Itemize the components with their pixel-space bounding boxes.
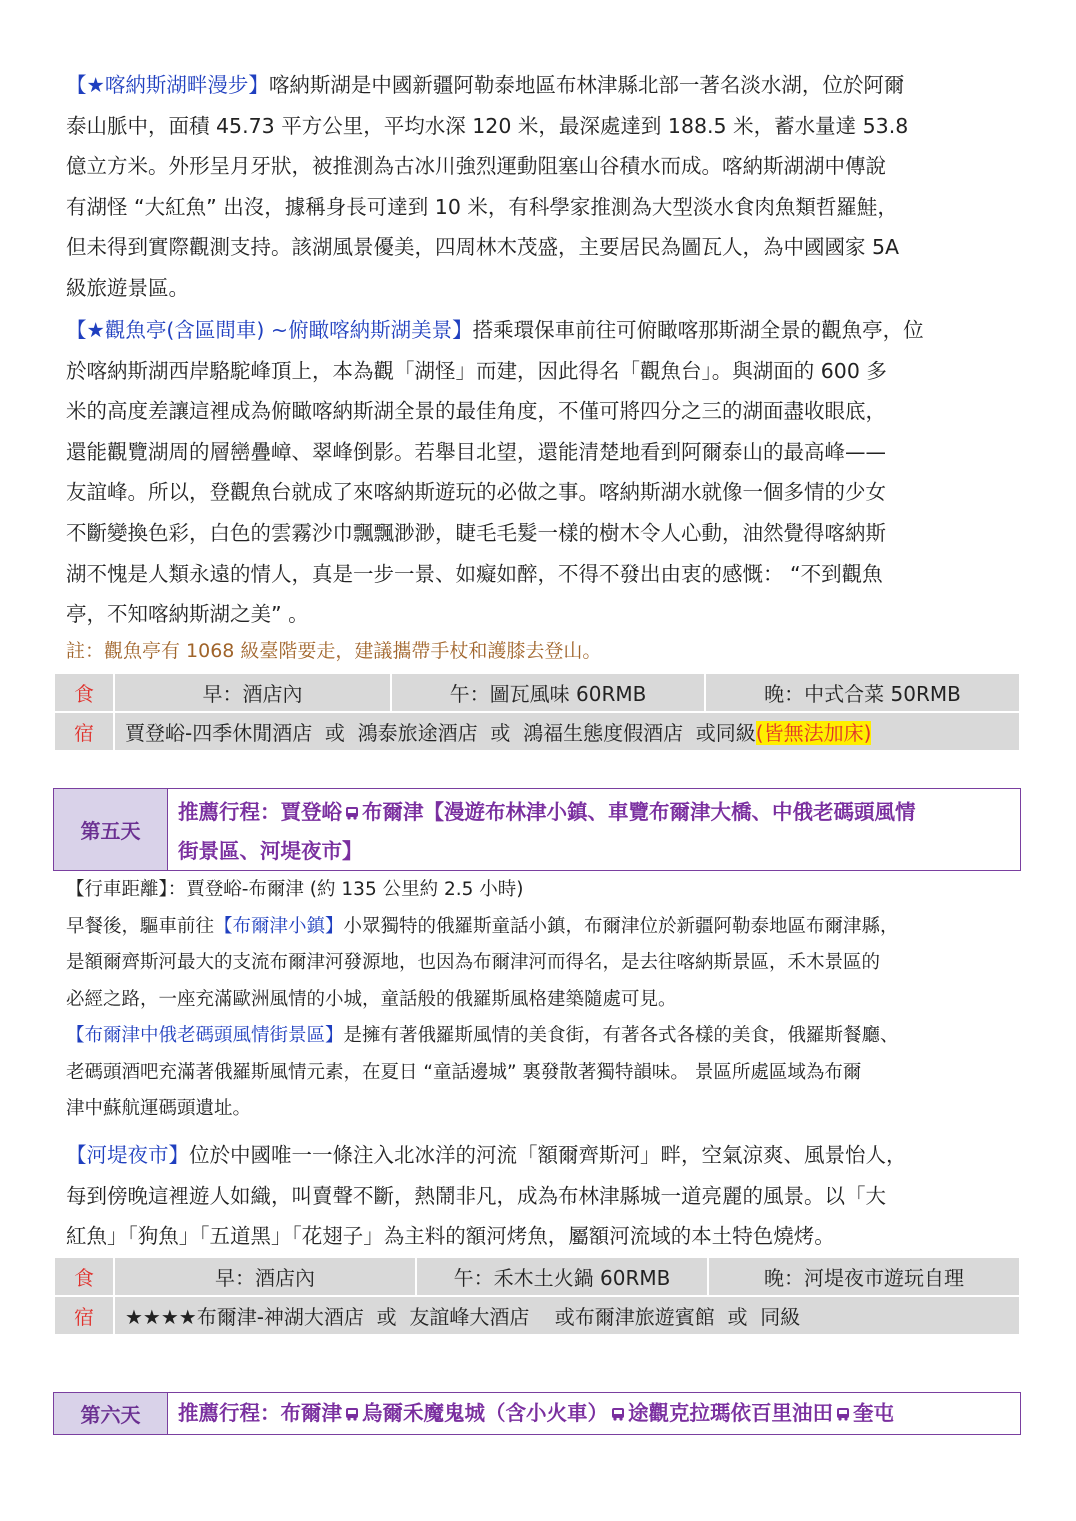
text-line: 搭乘環保車前往可俯瞰喀那斯湖全景的觀魚亭，位 — [472, 318, 924, 342]
night-market-title: 【河堤夜市】 — [66, 1143, 189, 1167]
title-part: 街景區、河堤夜市】 — [178, 839, 363, 863]
text-line: 每到傍晚這裡遊人如織，叫賣聲不斷，熱鬧非凡，成為布林津縣城一道亮麗的風景。以「大 — [66, 1183, 886, 1208]
day4-meal-table — [53, 672, 1021, 752]
day5-meal-table — [53, 1256, 1021, 1336]
text-line: 級旅遊景區。 — [66, 275, 189, 300]
stay-row — [54, 1296, 1020, 1335]
no-extra-bed-highlight: (皆無法加床) — [755, 721, 872, 745]
stay-row — [54, 712, 1020, 751]
breakfast-cell: 早：酒店內 — [114, 1257, 416, 1296]
meal-label: 食 — [54, 673, 114, 712]
bus-icon — [611, 1407, 625, 1421]
meal-row — [54, 673, 1020, 712]
text-line: 位於中國唯一一條注入北冰洋的河流「額爾齊斯河」畔，空氣涼爽、風景怡人， — [189, 1143, 907, 1167]
title-part: 奎屯 — [853, 1401, 894, 1425]
text-line: 必經之路，一座充滿歐洲風情的小城，童話般的俄羅斯風格建築隨處可見。 — [66, 988, 677, 1010]
lunch-cell: 午：圖瓦風味 60RMB — [391, 673, 705, 712]
text-line: 亭，不知喀納斯湖之美” 。 — [66, 602, 309, 627]
dinner-cell: 晚：中式合菜 50RMB — [705, 673, 1020, 712]
hotel-text: 賈登峪-四季休閒酒店 或 鴻泰旅途酒店 或 鴻福生態度假酒店 或同級 — [125, 721, 756, 745]
text-line: 米的高度差讓這裡成為俯瞰喀納斯湖全景的最佳角度，不僅可將四分之三的湖面盡收眼底， — [66, 399, 886, 424]
breakfast-cell: 早：酒店內 — [114, 673, 391, 712]
text-line: 不斷變換色彩，白色的雲霧沙巾飄飄渺渺，睫毛毛髮一樣的樹木令人心動，油然覺得喀納斯 — [66, 520, 886, 545]
text-line: 是額爾齊斯河最大的支流布爾津河發源地，也因為布爾津河而得名，是去往喀納斯景區，禾木景區的 — [66, 952, 881, 973]
text-line: 津中蘇航運碼頭遺址。 — [66, 1098, 252, 1119]
stay-label: 宿 — [54, 712, 114, 751]
text-line: 億立方米。外形呈月牙狀，被推測為古冰川強烈運動阻塞山谷積水而成。喀納斯湖湖中傳說 — [66, 154, 886, 179]
text-line: 友誼峰。所以，登觀魚台就成了來喀納斯遊玩的必做之事。喀納斯湖水就像一個多情的少女 — [66, 480, 886, 505]
wharf-street-title: 【布爾津中俄老碼頭風情街景區】 — [66, 1025, 344, 1046]
night-market-paragraph — [66, 1135, 1012, 1257]
text-line: 於喀納斯湖西岸駱駝峰頂上，本為觀「湖怪」而建，因此得名「觀魚台」。與湖面的 600 多 — [66, 358, 887, 383]
day6-header — [53, 1392, 1021, 1435]
title-part: 布爾津【漫遊布林津小鎮、車覽布爾津大橋、中俄老碼頭風情 — [362, 800, 916, 824]
title-part: 烏爾禾魔鬼城（含小火車） — [362, 1401, 608, 1425]
lake-paragraph — [66, 65, 1012, 309]
distance-line: 【行車距離】：賈登峪-布爾津 (約 135 公里約 2.5 小時) — [66, 879, 524, 900]
text-line: 但未得到實際觀測支持。該湖風景優美，四周林木茂盛，主要居民為圖瓦人，為中國國家 5A — [66, 235, 900, 260]
title-part: 推薦行程：布爾津 — [178, 1401, 342, 1425]
day-title — [168, 1393, 1020, 1434]
title-part: 推薦行程：賈登峪 — [178, 800, 342, 824]
day-title — [168, 789, 1020, 870]
text-line: 泰山脈中，面積 45.73 平方公里，平均水深 120 米，最深處達到 188.5 米，蓄水量達 53.8 — [66, 113, 909, 138]
text-line: 小眾獨特的俄羅斯童話小鎮，布爾津位於新疆阿勒泰地區布爾津縣， — [343, 915, 899, 937]
bus-icon — [345, 806, 359, 820]
bus-icon — [836, 1407, 850, 1421]
text-line: 紅魚」「狗魚」「五道黑」「花翅子」為主料的額河烤魚，屬額河流域的本土特色燒烤。 — [66, 1224, 835, 1249]
lake-title: 【★喀納斯湖畔漫步】 — [66, 73, 269, 97]
text-line: 喀納斯湖是中國新疆阿勒泰地區布林津縣北部一著名淡水湖，位於阿爾 — [268, 73, 905, 97]
pavilion-title: 【★觀魚亭(含區間車) ~俯瞰喀納斯湖美景】 — [66, 318, 473, 342]
dinner-cell: 晚：河堤夜市遊玩自理 — [708, 1257, 1020, 1296]
text-line: 老碼頭酒吧充滿著俄羅斯風情元素，在夏日 “童話邊城” 裏發散著獨特韻味。 景區所處區域為布爾 — [66, 1061, 862, 1083]
lunch-cell: 午：禾木土火鍋 60RMB — [416, 1257, 708, 1296]
day5-header — [53, 788, 1021, 871]
stay-cell — [114, 1296, 1020, 1335]
bus-icon — [345, 1407, 359, 1421]
day-label: 第五天 — [54, 789, 168, 870]
title-part: 途觀克拉瑪依百里油田 — [628, 1401, 833, 1425]
day-label: 第六天 — [54, 1393, 168, 1434]
meal-row — [54, 1257, 1020, 1296]
hotel-text: ★★★★布爾津-神湖大酒店 或 友誼峰大酒店 或布爾津旅遊賓館 或 同級 — [125, 1305, 801, 1329]
burqin-town-title: 【布爾津小鎮】 — [214, 915, 344, 937]
text-line: 湖不愧是人類永遠的情人，真是一步一景、如癡如醉，不得不發出由衷的感慨： “不到觀魚 — [66, 561, 883, 586]
text-line: 還能觀覽湖周的層巒疊嶂、翠峰倒影。若舉目北望，還能清楚地看到阿爾泰山的最高峰—— — [66, 439, 886, 464]
text-line: 是擁有著俄羅斯風情的美食街，有著各式各樣的美食，俄羅斯餐廳、 — [343, 1025, 899, 1046]
text-line: 早餐後，驅車前往 — [66, 915, 215, 937]
meal-label: 食 — [54, 1257, 114, 1296]
text-line: 有湖怪 “大紅魚” 出沒，據稱身長可達到 10 米，有科學家推測為大型淡水食肉魚類哲羅鮭， — [66, 194, 898, 219]
pavilion-paragraph — [66, 310, 1012, 635]
stay-cell — [114, 712, 1020, 751]
stay-label: 宿 — [54, 1296, 114, 1335]
day5-body — [66, 872, 1012, 1128]
note: 註：觀魚亭有 1068 級臺階要走，建議攜帶手杖和護膝去登山。 — [66, 640, 602, 662]
